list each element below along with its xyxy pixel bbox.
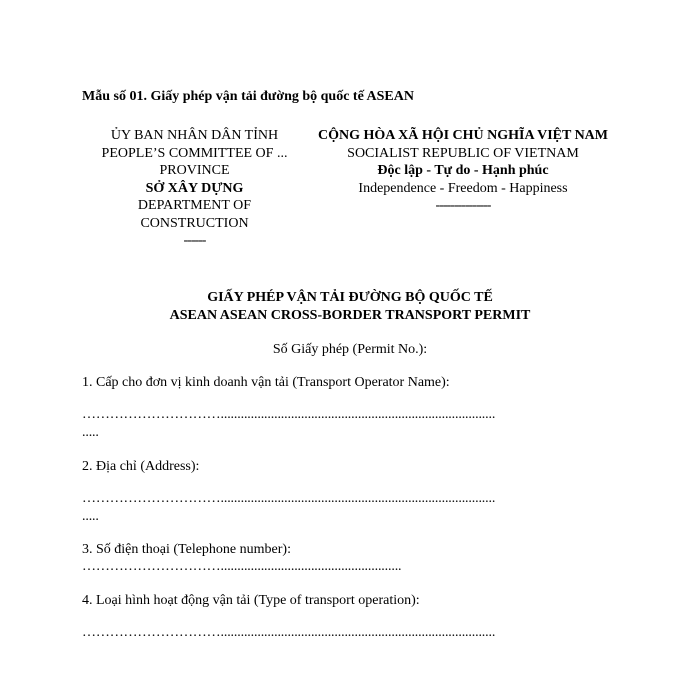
document-title [0, 289, 700, 324]
field-transport-type-label: 4. Loại hình hoạt động vận tải (Type of transport operation): [82, 593, 420, 608]
field-address-dots-cont: ..... [82, 509, 99, 524]
field-address-dots: ………………………….................................................................................. [82, 491, 496, 506]
department-name-en-1: DEPARTMENT OF [137, 198, 252, 213]
motto-vi: Độc lập - Tự do - Hạnh phúc [377, 163, 549, 178]
authority-name-en: PEOPLE’S COMMITTEE OF ... [101, 145, 288, 161]
issuing-authority-header [82, 127, 307, 250]
national-header [303, 127, 623, 215]
motto-en: Independence - Freedom - Happiness [358, 180, 568, 196]
country-name-en: SOCIALIST REPUBLIC OF VIETNAM [347, 145, 579, 161]
left-header-separator: ------ [183, 233, 206, 248]
form-number-label: Mẫu số 01. Giấy phép vận tải đường bộ quốc tế ASEAN [82, 89, 414, 104]
field-operator-name-label: 1. Cấp cho đơn vị kinh doanh vận tải (Transport Operator Name): [82, 375, 450, 390]
title-en: ASEAN ASEAN CROSS-BORDER TRANSPORT PERMIT [169, 307, 531, 323]
field-telephone-label: 3. Số điện thoại (Telephone number): [82, 542, 291, 557]
department-name-vi: SỞ XÂY DỰNG [145, 180, 244, 196]
field-operator-name-dots-cont: ..... [82, 425, 99, 440]
permit-number-label: Số Giấy phép (Permit No.): [272, 342, 428, 357]
field-operator-name-dots: ………………………….................................................................................. [82, 407, 496, 422]
authority-name-vi: ỦY BAN NHÂN DÂN TỈNH [110, 128, 279, 143]
authority-province: PROVINCE [159, 163, 230, 178]
field-address-label: 2. Địa chỉ (Address): [82, 459, 200, 474]
field-transport-type-dots: ………………………….................................................................................. [82, 625, 496, 640]
field-telephone-dots: …………………………...................................................... [82, 559, 402, 574]
department-name-en-2: CONSTRUCTION [140, 215, 249, 231]
title-vi: GIẤY PHÉP VẬN TẢI ĐƯỜNG BỘ QUỐC TẾ [207, 290, 493, 305]
right-header-separator: --------------- [435, 198, 491, 213]
country-name-vi: CỘNG HÒA XÃ HỘI CHỦ NGHĨA VIỆT NAM [317, 128, 608, 143]
